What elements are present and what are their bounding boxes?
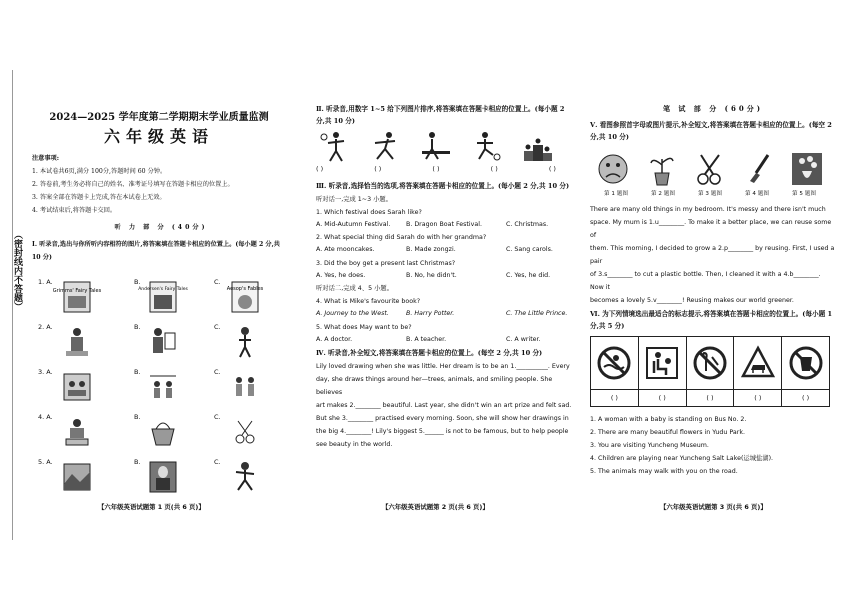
note-item: 2. 答卷前,考生务必将自己的姓名、准考证号填写在答题卡相应的位置上。 [32, 181, 234, 188]
writing-section [590, 104, 836, 478]
hint-label: 第 2 题图 [651, 191, 675, 197]
option-b-label: B. [134, 458, 141, 466]
question-text: 3. Did the boy get a present last Christmas? [316, 259, 456, 267]
person-painting-icon [148, 325, 178, 359]
book-title-c: Aesop's Fables [226, 286, 264, 292]
sign-cell [687, 337, 735, 389]
passage-line: them. This morning, I decided to grow a 2.p________ by reusing. First, I used a pair [590, 245, 835, 265]
hint-label: 第 1 题图 [604, 191, 628, 197]
volleyball-icon [316, 131, 352, 163]
option-b-label: B. [134, 278, 141, 286]
passage-line: day, she draws things around her—trees, animals, and smiling people. She believes [316, 375, 553, 396]
order-blank: ( ) [490, 165, 498, 173]
scissors-paper-icon [230, 415, 260, 449]
children-icon [230, 370, 260, 404]
dialog-1-instruction: 听对话一,完成 1~3 小题。 [316, 195, 392, 203]
question-2-block [316, 104, 572, 451]
order-blanks [316, 165, 556, 173]
order-blank: ( ) [432, 165, 440, 173]
passage-line: the big 4.________! Lily's biggest 5.______ is not to be famous, but to help people [316, 427, 569, 435]
question-row [34, 276, 284, 321]
person-walking-icon [230, 325, 260, 359]
page-1 [28, 0, 290, 609]
picture-options-grid [34, 276, 284, 501]
sign-blank: ( ) [639, 390, 687, 406]
hint-labels [590, 189, 824, 197]
question-text: 2. What special thing did Sarah do with her grandma? [316, 234, 487, 241]
question-2-heading: Ⅱ. 听录音,用数字 1~5 给下列图片排序,将答案填在答题卡相应的位置上。(每小题 2 分,共 10 分) [316, 105, 565, 125]
passage-line: But she 3.________ practised every morning. Soon, she will show her drawings in [316, 414, 569, 422]
question-6-heading: Ⅵ. 为下列情境选出最适合的标志提示,将答案填在答题卡相应的位置上。(每小题 1 分,共 5 分) [590, 310, 833, 330]
option-c-label: C. [214, 413, 221, 421]
dialog-2-instruction: 听对话二,完成 4、5 小题。 [316, 285, 393, 292]
option-a-label: 1. A. [38, 278, 53, 286]
signs-table [590, 336, 830, 390]
note-item: 1. 本试卷共6页,满分 100分,答题时间 60 分钟。 [32, 168, 167, 175]
question-row [34, 411, 284, 456]
options-row [316, 244, 572, 257]
scissors-icon [693, 151, 727, 187]
subject-title: 六年级英语 [103, 127, 214, 146]
mona-lisa-icon [148, 460, 178, 494]
option-b: B. Harry Potter. [406, 310, 455, 317]
notes-section [32, 152, 290, 264]
unhappy-face-icon [596, 151, 630, 187]
passage-line: space. My mum is 1.u________. To make it a better place, we can reuse some of [590, 219, 832, 239]
options-row [316, 219, 572, 232]
note-item: 4. 考试结束后,将答题卡交回。 [32, 207, 117, 214]
painting-landscape-icon [62, 460, 92, 494]
option-c-label: C. [214, 368, 221, 376]
option-a-label: 4. A. [38, 413, 53, 421]
statement: 5. The animals may walk with you on the road. [590, 468, 738, 475]
vase-flowers-icon [790, 151, 824, 187]
option-c: C. Christmas. [506, 220, 549, 228]
page-footer: 【六年级英语试题第 3 页(共 6 页)】 [660, 503, 767, 511]
listening-section-heading: 听 力 部 分 (40分) [114, 224, 208, 231]
option-a-label: 3. A. [38, 368, 53, 376]
passage-line: There are many old things in my bedroom. It's messy and there isn't much [590, 206, 826, 213]
option-a-label: 2. A. [38, 323, 53, 331]
page-footer: 【六年级英语试题第 1 页(共 6 页)】 [98, 503, 205, 511]
option-a: A. Yes, he does. [316, 271, 366, 279]
hint-pictures [590, 151, 824, 187]
question-text: 5. What does May want to be? [316, 323, 412, 331]
sign-answer-blanks [590, 390, 830, 407]
option-a-label: 5. A. [38, 458, 53, 466]
question-4-heading: Ⅳ. 听录音,补全短文,将答案填在答题卡相应的位置上。(每空 2 分,共 10 分) [316, 349, 543, 357]
reading-child-icon [62, 415, 92, 449]
football-icon [469, 131, 505, 163]
sport-pictures [316, 131, 556, 163]
option-c: C. A writer. [506, 335, 541, 343]
passage-line: see beauty in the world. [316, 440, 393, 448]
table-tennis-icon [418, 131, 454, 163]
option-c: C. Yes, he did. [506, 271, 551, 279]
hint-label: 第 3 题图 [698, 191, 722, 197]
option-b: B. No, he didn't. [406, 271, 457, 279]
notes-heading: 注意事项: [32, 155, 60, 162]
page-footer: 【六年级英语试题第 2 页(共 6 页)】 [382, 503, 489, 511]
option-c: C. Sang carols. [506, 246, 553, 253]
question-row [34, 366, 284, 411]
priority-seat-sign-icon [644, 345, 680, 381]
option-b: B. Dragon Boat Festival. [406, 220, 482, 228]
order-blank: ( ) [374, 165, 382, 173]
option-c-label: C. [214, 278, 221, 286]
statement: 1. A woman with a baby is standing on Bus No. 2. [590, 416, 747, 423]
brush-icon [742, 151, 776, 187]
options-row [316, 270, 572, 283]
question-row [34, 321, 284, 366]
person-reading-icon [62, 325, 92, 359]
option-c: C. The Little Prince. [506, 310, 568, 317]
book-title-b: Andersen's Fairy Tales [138, 287, 188, 292]
order-blank: ( ) [316, 165, 324, 173]
running-icon [367, 131, 403, 163]
family-scene-icon [62, 370, 92, 404]
seal-line-note: （密封线内不答题） [12, 230, 22, 311]
option-b: B. A teacher. [406, 335, 447, 343]
option-a: A. Journey to the West. [316, 310, 389, 317]
option-c-label: C. [214, 458, 221, 466]
option-b-label: B. [134, 323, 141, 331]
page-3 [590, 0, 838, 609]
passage-line: Lily loved drawing when she was little. Her dream is to be an 1.__________. Every [316, 362, 570, 370]
writing-section-heading: 笔 试 部 分 (60分) [662, 104, 764, 113]
no-drinks-sign-icon [788, 345, 824, 381]
options-row [316, 308, 572, 321]
exam-title: 2024—2025 学年度第二学期期末学业质量监测 [49, 112, 269, 123]
sign-blank: ( ) [687, 390, 735, 406]
question-text: 4. What is Mike's favourite book? [316, 298, 421, 305]
plant-icon [645, 151, 679, 187]
dancer-icon [230, 460, 260, 494]
option-b: B. Made zongzi. [406, 246, 456, 253]
options-row [316, 334, 572, 347]
question-3-heading: Ⅲ. 听录音,选择恰当的选项,将答案填在答题卡相应的位置上。(每小题 2 分,共 10 分) [316, 182, 570, 190]
passage-line: art makes 2.________ beautiful. Last year, she didn't win an art prize and felt sad. [316, 401, 572, 409]
sign-blank: ( ) [802, 394, 810, 402]
book-aesop-icon [226, 280, 264, 314]
podium-icon [520, 131, 556, 163]
question-row [34, 456, 284, 501]
sign-cell [734, 337, 782, 389]
no-picking-flowers-sign-icon [692, 345, 728, 381]
page-2 [308, 0, 574, 609]
book-andersen-icon [138, 280, 188, 314]
basket-icon [148, 415, 178, 449]
passage-line: becomes a lovely 5.v________! Reusing makes our world greener. [590, 297, 794, 304]
sign-blank: ( ) [734, 390, 782, 406]
sign-cell [782, 337, 829, 389]
option-a: A. Mid-Autumn Festival. [316, 220, 391, 228]
people-hanging-icon [148, 370, 178, 404]
option-a: A. Ate mooncakes. [316, 246, 375, 253]
statement: 2. There are many beautiful flowers in Yudu Park. [590, 429, 746, 436]
sign-blank: ( ) [591, 390, 639, 406]
binding-margin [0, 0, 24, 609]
hint-label: 第 4 题图 [745, 191, 769, 197]
sign-cell [591, 337, 639, 389]
note-item: 3. 答案全部在答题卡上完成,答在本试卷上无效。 [32, 194, 166, 201]
book-title-a: Grimms' Fairy Tales [52, 288, 102, 294]
option-c-label: C. [214, 323, 221, 331]
passage-line: of 3.s________ to cut a plastic bottle. Then, I cleaned it with a 4.b________. Now it [590, 271, 821, 291]
option-b-label: B. [134, 413, 141, 421]
option-a: A. A doctor. [316, 335, 353, 343]
no-swimming-sign-icon [596, 345, 632, 381]
hint-label: 第 5 题图 [792, 191, 816, 197]
statement: 4. Children are playing near Yuncheng Salt Lake(运城盐湖). [590, 455, 774, 462]
question-text: 1. Which festival does Sarah like? [316, 208, 422, 216]
book-grimms-icon [52, 280, 102, 314]
sign-cell [639, 337, 687, 389]
option-b-label: B. [134, 368, 141, 376]
statement: 3. You are visiting Yuncheng Museum. [590, 442, 709, 449]
question-5-heading: Ⅴ. 看图参照首字母或图片提示,补全短文,将答案填在答题卡相应的位置上。(每空 2 分,共 10 分) [590, 121, 832, 141]
animal-crossing-sign-icon [740, 345, 776, 381]
order-blank: ( ) [548, 165, 556, 173]
question-1-heading: Ⅰ. 听录音,选出与你所听内容相符的图片,将答案填在答题卡相应的位置上。(每小题 2 分,共 10 分) [32, 241, 280, 261]
